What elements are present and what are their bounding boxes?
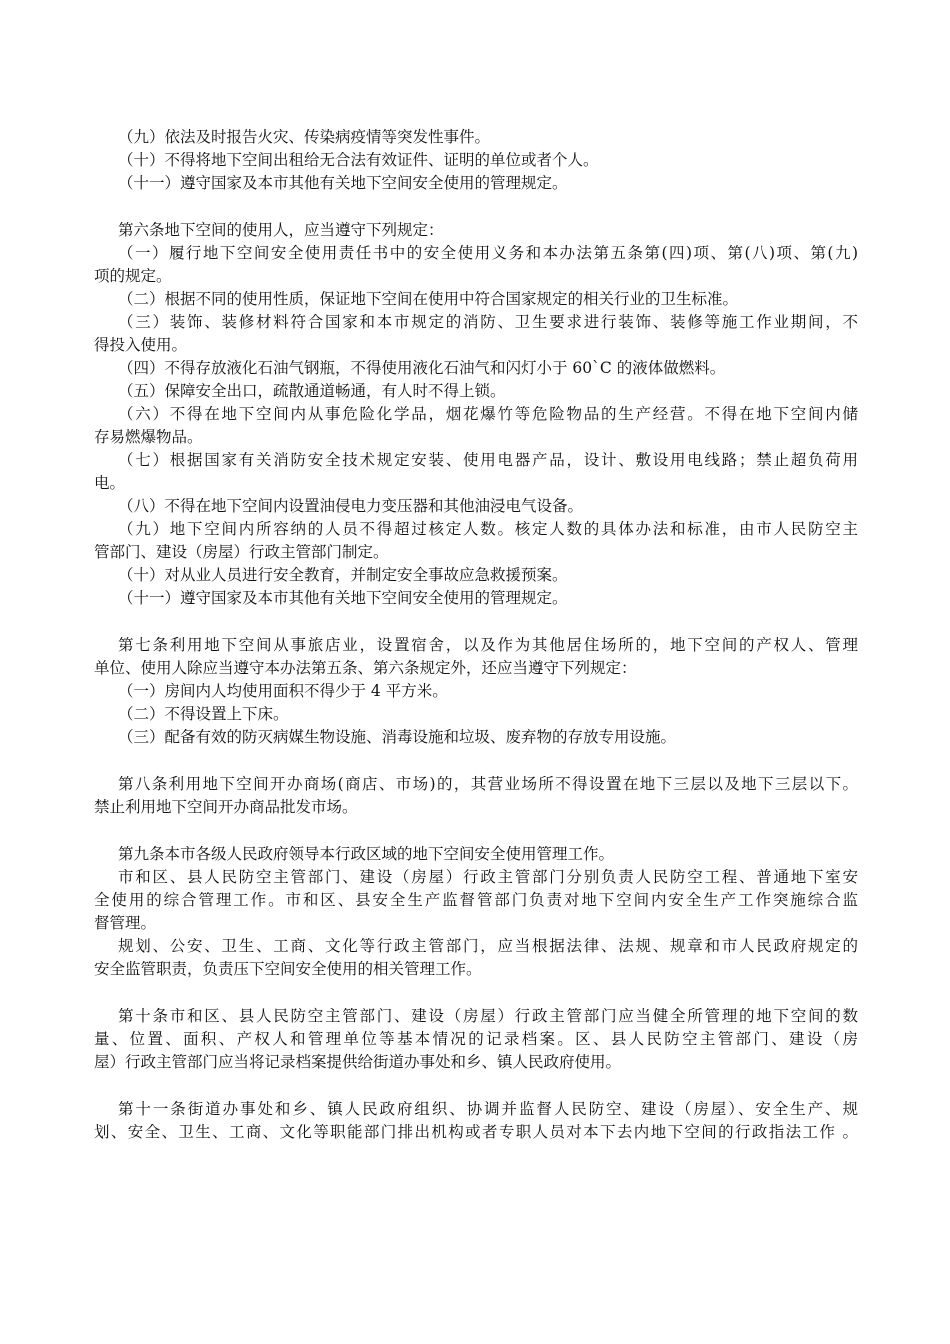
text-line: （二）不得设置上下床。 bbox=[118, 705, 289, 723]
text-line: 得投入使用。 bbox=[94, 336, 188, 354]
article-paragraph bbox=[94, 1098, 858, 1144]
text-line: 第九条本市各级人民政府领导本行政区域的地下空间安全使用管理工作。 bbox=[118, 845, 615, 863]
text-line: （十一）遵守国家及本市其他有关地下空间安全使用的管理规定。 bbox=[118, 174, 568, 192]
document-page bbox=[94, 126, 858, 1144]
article-paragraph bbox=[94, 1005, 858, 1074]
paragraph-gap bbox=[94, 981, 858, 1005]
text-line: 第八条利用地下空间开办商场(商店、市场)的，其营业场所不得设置在地下三层以及地下三层以下。 bbox=[118, 775, 858, 793]
text-line: 划、安全、卫生、工商、文化等职能部门排出机构或者专职人员对本下去内地下空间的行政指法工作 。 bbox=[94, 1123, 858, 1141]
paragraph-gap bbox=[94, 195, 858, 219]
text-line: （四）不得存放液化石油气钢瓶，不得使用液化石油气和闪灯小于 60`C 的液体做燃料。 bbox=[118, 359, 726, 377]
article-paragraph bbox=[94, 634, 858, 749]
text-line: （九）地下空间内所容纳的人员不得超过核定人数。核定人数的具体办法和标准，由市人民防空主 bbox=[118, 520, 858, 538]
text-line: （三）配备有效的防灭病媒生物设施、消毒设施和垃圾、废弃物的存放专用设施。 bbox=[118, 728, 677, 746]
text-line: 第十一条街道办事处和乡、镇人民政府组织、协调并监督人民防空、建设（房屋）、安全生产、规 bbox=[118, 1100, 858, 1118]
text-line: （九）依法及时报告火灾、传染病疫情等突发性事件。 bbox=[118, 128, 491, 146]
text-line: 安全监管职责，负责压下空间安全使用的相关管理工作。 bbox=[94, 960, 482, 978]
paragraph-gap bbox=[94, 819, 858, 843]
text-line: 市和区、县人民防空主管部门、建设（房屋）行政主管部门分别负责人民防空工程、普通地下室安 bbox=[118, 868, 858, 886]
article-paragraph bbox=[94, 219, 858, 610]
text-line: 规划、公安、卫生、工商、文化等行政主管部门，应当根据法律、法规、规章和市人民政府规定的 bbox=[118, 937, 858, 955]
text-line: 存易燃爆物品。 bbox=[94, 428, 203, 446]
text-line: （五）保障安全出口，疏散通道畅通，有人时不得上锁。 bbox=[118, 382, 506, 400]
text-line: 第六条地下空间的使用人，应当遵守下列规定： bbox=[118, 221, 444, 239]
paragraph-gap bbox=[94, 1074, 858, 1098]
paragraph-gap bbox=[94, 610, 858, 634]
text-line: 第十条市和区、县人民防空主管部门、建设（房屋）行政主管部门应当健全所管理的地下空间的数 bbox=[118, 1007, 858, 1025]
text-line: （八）不得在地下空间内设置油侵电力变压器和其他油浸电气设备。 bbox=[118, 497, 584, 515]
text-line: 管部门、建设（房屋）行政主管部门制定。 bbox=[94, 543, 389, 561]
text-line: 禁止利用地下空间开办商品批发市场。 bbox=[94, 798, 358, 816]
text-line: 电。 bbox=[94, 474, 126, 492]
text-line: （一）履行地下空间安全使用责任书中的安全使用义务和本办法第五条第(四)项、第(八)项、第(九) bbox=[118, 244, 858, 262]
text-line: 屋）行政主管部门应当将记录档案提供给街道办事处和乡、镇人民政府使用。 bbox=[94, 1053, 622, 1071]
text-line: （十）对从业人员进行安全教育，并制定安全事故应急救援预案。 bbox=[118, 566, 568, 584]
article-paragraph bbox=[94, 843, 858, 981]
text-line: （一）房间内人均使用面积不得少于 4 平方米。 bbox=[118, 682, 448, 700]
paragraph-gap bbox=[94, 749, 858, 773]
text-line: （二）根据不同的使用性质，保证地下空间在使用中符合国家规定的相关行业的卫生标准。 bbox=[118, 290, 739, 308]
text-line: （三）装饰、装修材料符合国家和本市规定的消防、卫生要求进行装饰、装修等施工作业期间，不 bbox=[118, 313, 858, 331]
text-line: （十）不得将地下空间出租给无合法有效证件、证明的单位或者个人。 bbox=[118, 151, 599, 169]
text-line: 项的规定。 bbox=[94, 267, 172, 285]
text-line: 全使用的综合管理工作。市和区、县安全生产监督管部门负责对地下空间内安全生产工作突施综合监 bbox=[94, 891, 858, 909]
article-paragraph bbox=[94, 126, 858, 195]
text-line: 第七条利用地下空间从事旅店业，设置宿舍，以及作为其他居住场所的，地下空间的产权人、管理 bbox=[118, 636, 858, 654]
text-line: 督管理。 bbox=[94, 914, 157, 932]
text-line: （六）不得在地下空间内从事危险化学品，烟花爆竹等危险物品的生产经营。不得在地下空间内储 bbox=[118, 405, 858, 423]
text-line: （十一）遵守国家及本市其他有关地下空间安全使用的管理规定。 bbox=[118, 589, 568, 607]
text-line: 量、位置、面积、产权人和管理单位等基本情况的记录档案。区、县人民防空主管部门、建设（房 bbox=[94, 1030, 858, 1048]
text-line: （七）根据国家有关消防安全技术规定安装、使用电器产品，设计、敷设用电线路；禁止超负荷用 bbox=[118, 451, 858, 469]
article-paragraph bbox=[94, 773, 858, 819]
text-line: 单位、使用人除应当遵守本办法第五条、第六条规定外，还应当遵守下列规定： bbox=[94, 659, 637, 677]
